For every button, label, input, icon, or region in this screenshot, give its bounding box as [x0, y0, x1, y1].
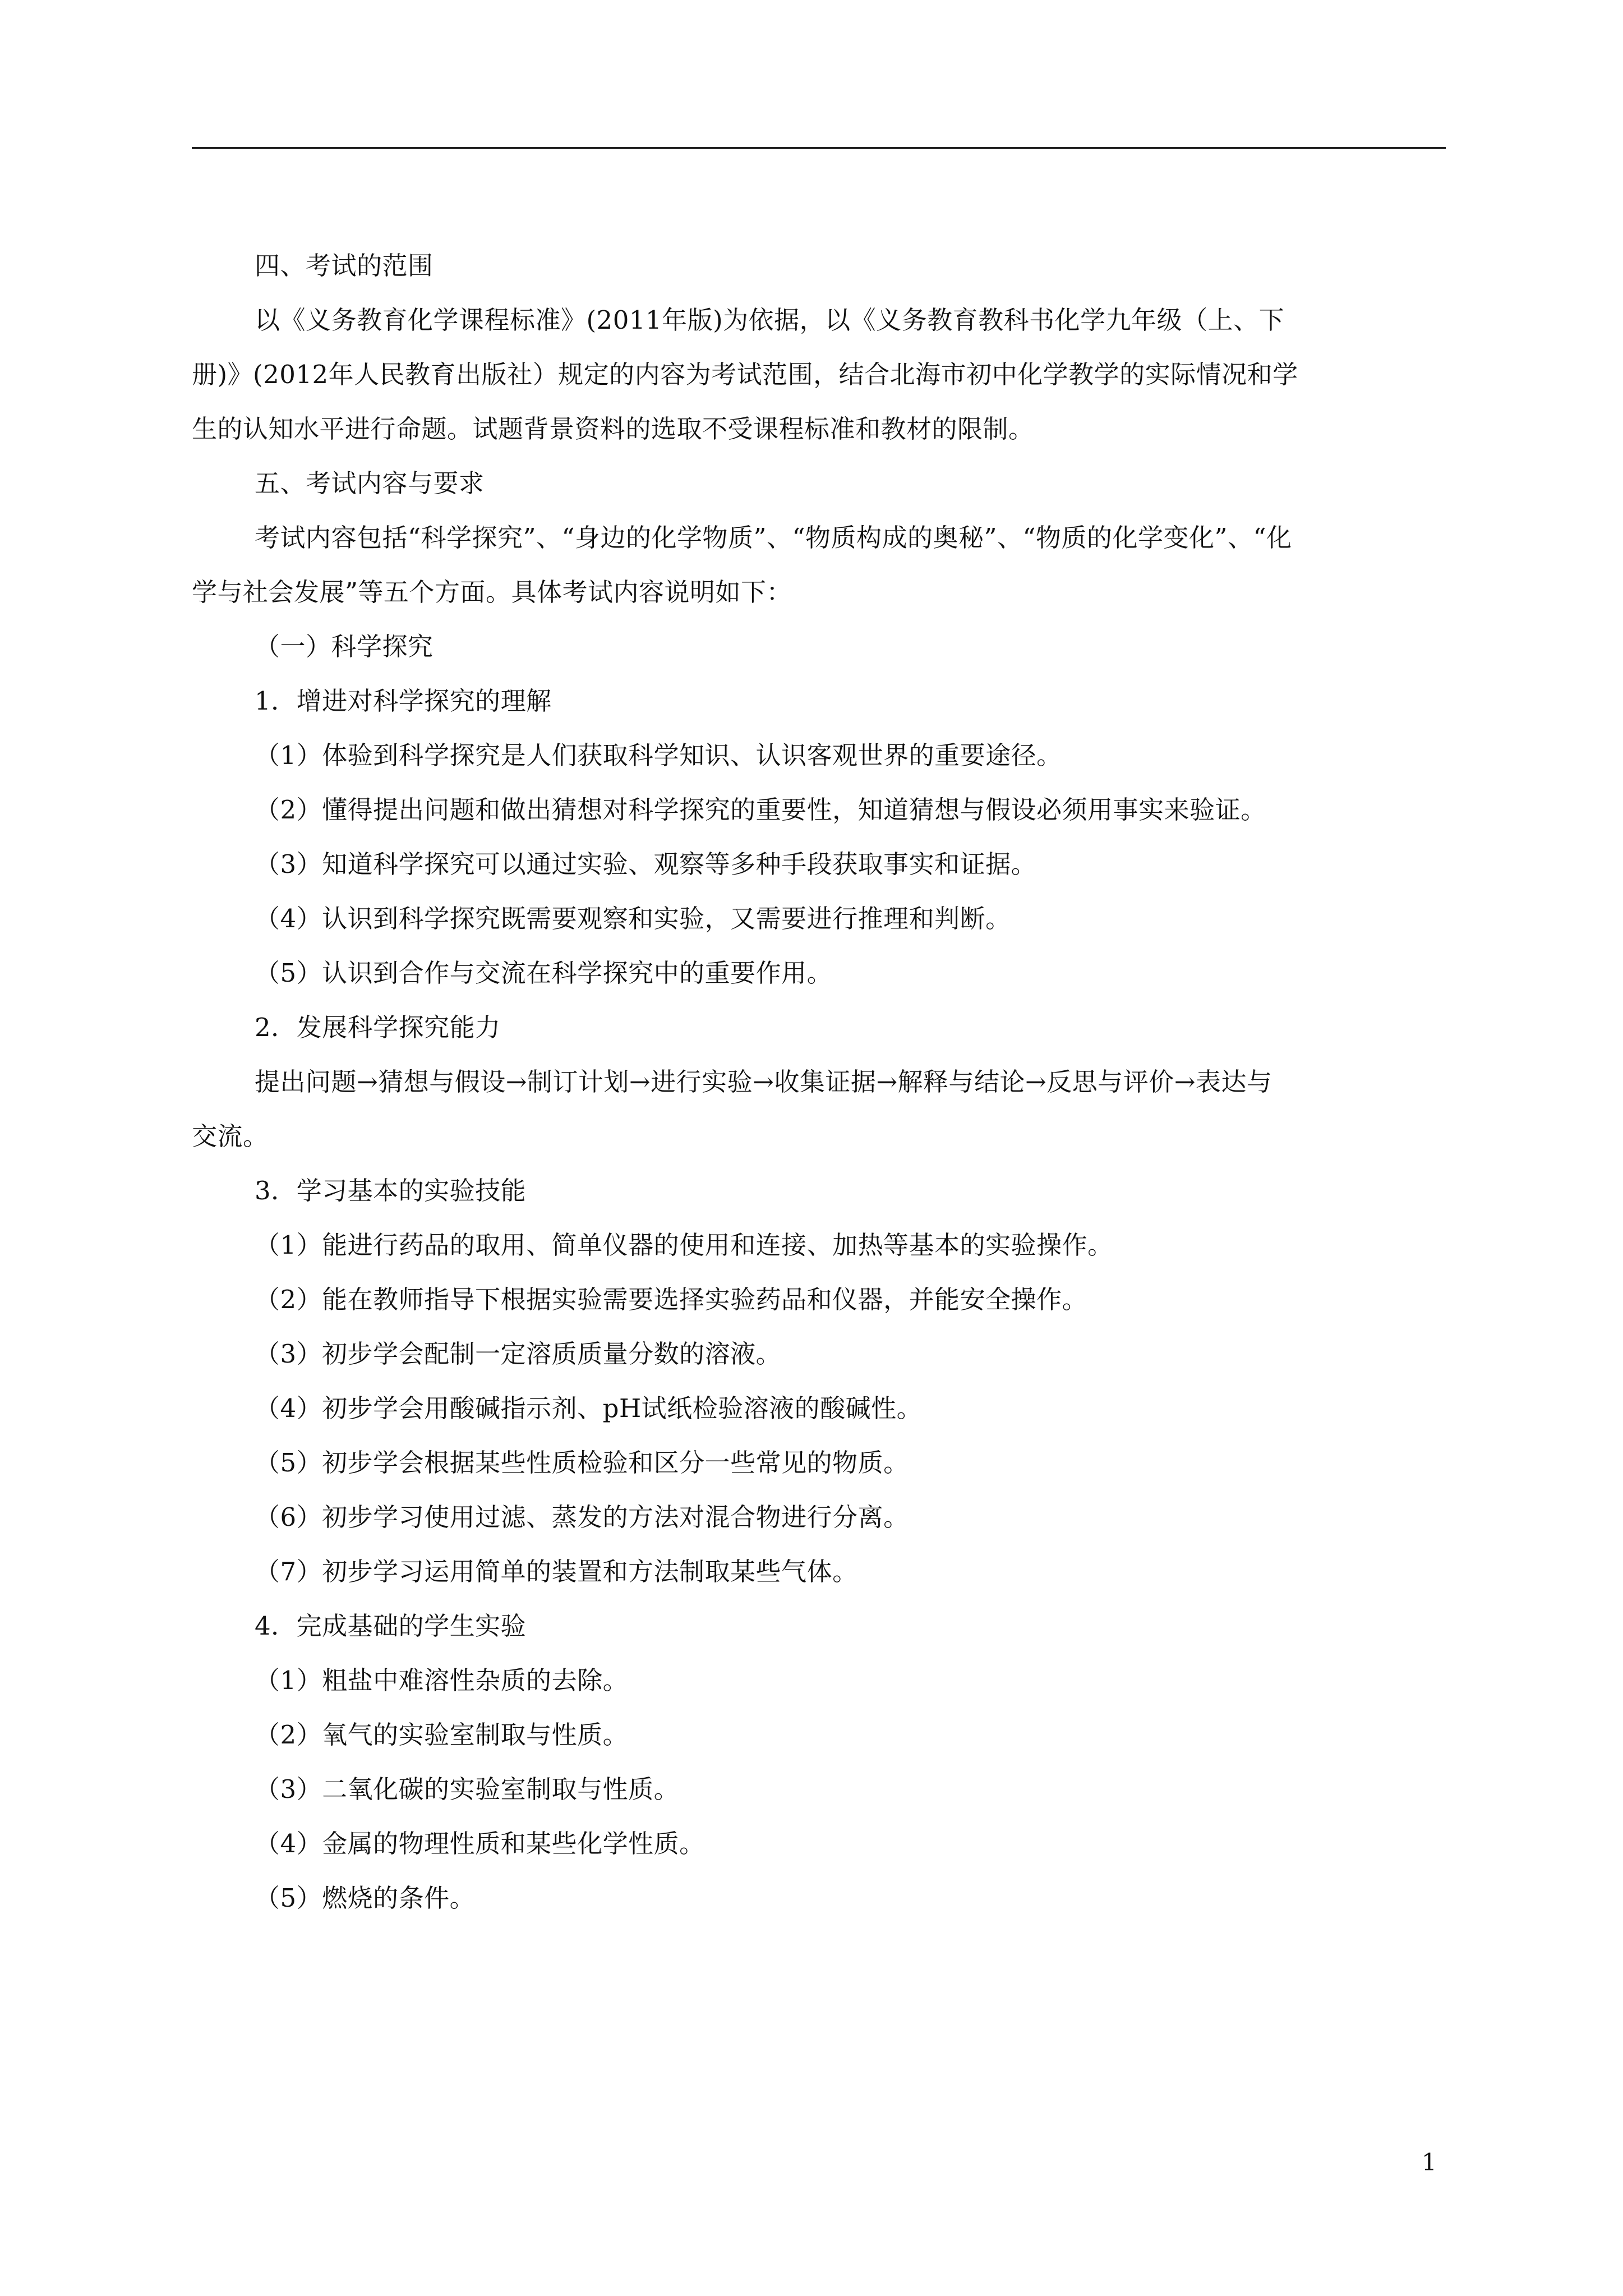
paragraph-line: 册)》(2012年人民教育出版社）规定的内容为考试范围，结合北海市初中化学教学的实际情况和学	[192, 360, 1298, 389]
list-item: （5）初步学会根据某些性质检验和区分一些常见的物质。	[255, 1448, 909, 1478]
item-title: 2．发展科学探究能力	[255, 1013, 501, 1042]
list-item: （2）懂得提出问题和做出猜想对科学探究的重要性，知道猜想与假设必须用事实来验证。	[255, 795, 1266, 825]
document-body	[192, 238, 1446, 1925]
list-item: （2）能在教师指导下根据实验需要选择实验药品和仪器，并能安全操作。	[255, 1285, 1088, 1314]
paragraph-line: 提出问题→猜想与假设→制订计划→进行实验→收集证据→解释与结论→反思与评价→表达与	[255, 1067, 1272, 1097]
paragraph-line: 学与社会发展”等五个方面。具体考试内容说明如下：	[192, 577, 792, 607]
item-title: 4．完成基础的学生实验	[255, 1611, 527, 1641]
list-item: （1）体验到科学探究是人们获取科学知识、认识客观世界的重要途径。	[255, 740, 1062, 770]
item-title: 1．增进对科学探究的理解	[255, 686, 552, 716]
list-item: （5）燃烧的条件。	[255, 1883, 476, 1913]
list-item: （1）能进行药品的取用、简单仪器的使用和连接、加热等基本的实验操作。	[255, 1230, 1113, 1260]
page-number: 1	[1422, 2148, 1437, 2176]
list-item: （5）认识到合作与交流在科学探究中的重要作用。	[255, 958, 833, 988]
list-item: （7）初步学习运用简单的装置和方法制取某些气体。	[255, 1557, 858, 1586]
paragraph-line: 考试内容包括“科学探究”、“身边的化学物质”、“物质构成的奥秘”、“物质的化学变化”、“化	[255, 523, 1292, 553]
header-rule	[192, 147, 1446, 149]
paragraph-line: 生的认知水平进行命题。试题背景资料的选取不受课程标准和教材的限制。	[192, 414, 1034, 444]
list-item: （2）氧气的实验室制取与性质。	[255, 1720, 629, 1750]
list-item: （4）金属的物理性质和某些化学性质。	[255, 1829, 705, 1858]
subsection-title: （一）科学探究	[255, 632, 434, 661]
list-item: （1）粗盐中难溶性杂质的去除。	[255, 1665, 629, 1695]
list-item: （3）二氧化碳的实验室制取与性质。	[255, 1774, 680, 1804]
list-item: （6）初步学习使用过滤、蒸发的方法对混合物进行分离。	[255, 1502, 909, 1532]
list-item: （3）知道科学探究可以通过实验、观察等多种手段获取事实和证据。	[255, 849, 1037, 879]
paragraph-line: 以《义务教育化学课程标准》(2011年版)为依据，以《义务教育教科书化学九年级（上、下	[255, 305, 1285, 335]
section-title-content: 五、考试内容与要求	[255, 468, 485, 498]
section-title-scope: 四、考试的范围	[255, 251, 434, 280]
list-item: （3）初步学会配制一定溶质质量分数的溶液。	[255, 1339, 782, 1369]
list-item: （4）认识到科学探究既需要观察和实验，又需要进行推理和判断。	[255, 904, 1011, 933]
paragraph-line: 交流。	[192, 1121, 269, 1151]
item-title: 3．学习基本的实验技能	[255, 1176, 527, 1205]
list-item: （4）初步学会用酸碱指示剂、pH试纸检验溶液的酸碱性。	[255, 1393, 923, 1423]
